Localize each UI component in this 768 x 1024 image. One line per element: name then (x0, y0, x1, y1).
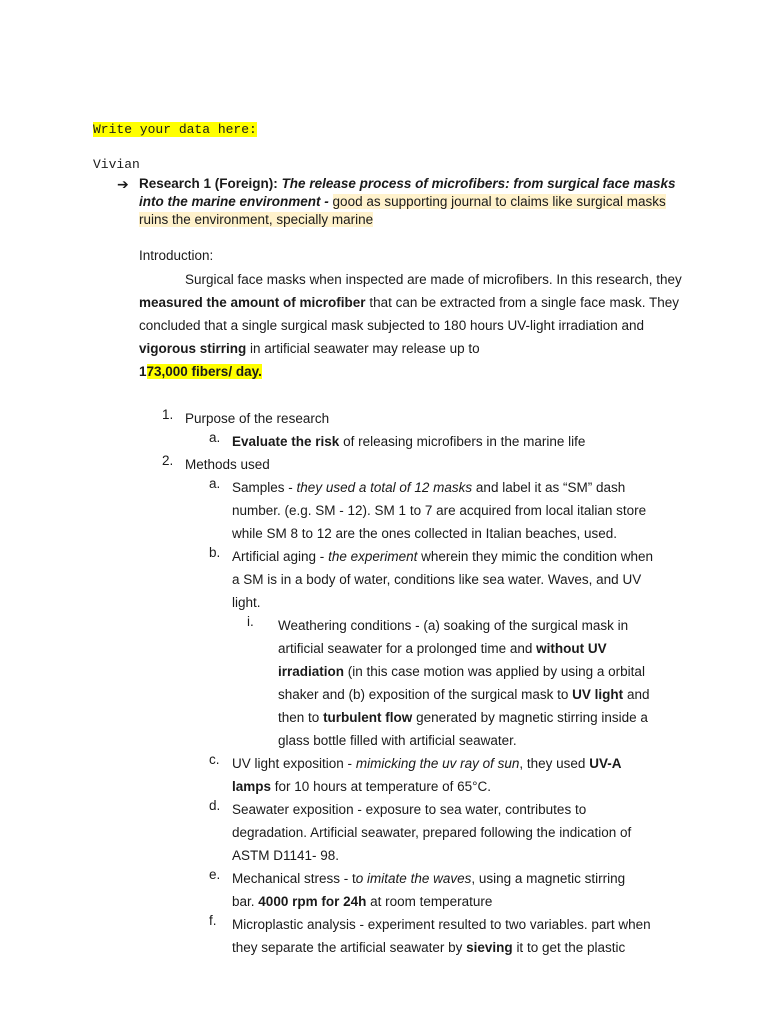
list-number-1: 1. (162, 407, 174, 422)
list-marker: i. (247, 614, 254, 629)
author-name: Vivian (93, 157, 140, 172)
purpose-item-a: Evaluate the risk of releasing microfibers in the marine life (232, 434, 586, 449)
list-marker: f. (209, 913, 217, 928)
list-marker: c. (209, 752, 220, 767)
heading-text: Write your data here: (93, 122, 257, 137)
introduction-label: Introduction: (139, 248, 214, 263)
method-item-uv-exposition: UV light exposition - mimicking the uv ray of sun, they used UV-A lamps for 10 hours at temperature of 65°C. (232, 756, 622, 794)
introduction-paragraph: Surgical face masks when inspected are made of microfibers. In this research, they measured the amount of microfiber that can be extracted from a single face mask. They concluded that a single surgical mask subjected to 180 hours UV-light irradiation and vigorous stirring in artificial seawater may release up to 173,000 fibers/ day. (139, 272, 682, 379)
heading (93, 122, 257, 137)
fiber-count-highlight: 73,000 fibers/ day. (146, 364, 262, 379)
research-title: The release process of microfibers: from surgical face masks into the marine environment - (139, 176, 676, 209)
list-marker: e. (209, 867, 221, 882)
method-item-microplastic-analysis: Microplastic analysis - experiment resulted to two variables. part when they separate the artificial seawater by sieving it to get the plastic (232, 917, 651, 955)
list-marker: a. (209, 476, 221, 491)
method-item-artificial-aging: Artificial aging - the experiment wherein they mimic the condition when a SM is in a body of water, conditions like sea water. Waves, and UV light. (232, 549, 654, 610)
list-marker: d. (209, 798, 221, 813)
list-marker-a: a. (209, 430, 221, 445)
method-item-seawater: Seawater exposition - exposure to sea water, contributes to degradation. Artificial seawater, prepared following the indication of ASTM D1141- 98. (232, 802, 632, 863)
arrow-icon: ➔ (117, 176, 129, 192)
research-note: good as supporting journal to claims like surgical masks ruins the environment, specially marine (139, 194, 666, 227)
method-subitem-weathering: Weathering conditions - (a) soaking of the surgical mask in artificial seawater for a prolonged time and without UV irradiation (in this case motion was applied by using a orbital shaker and (b) exposition of the surgical mask to UV light and then to turbulent flow generated by magnetic stirring inside a glass bottle filled with artificial seawater. (278, 618, 650, 748)
purpose-heading: Purpose of the research (185, 411, 330, 426)
method-item-samples: Samples - they used a total of 12 masks and label it as “SM” dash number. (e.g. SM - 12). SM 1 to 7 are acquired from local italian store while SM 8 to 12 are the ones collected in Italian beaches, used. (232, 480, 647, 541)
list-marker: b. (209, 545, 221, 560)
methods-heading: Methods used (185, 457, 270, 472)
list-number-2: 2. (162, 453, 174, 468)
research-label: Research 1 (Foreign): (139, 176, 278, 191)
method-item-mechanical-stress: Mechanical stress - to imitate the waves, using a magnetic stirring bar. 4000 rpm for 24h at room temperature (232, 871, 626, 909)
research-1-title (139, 175, 679, 229)
